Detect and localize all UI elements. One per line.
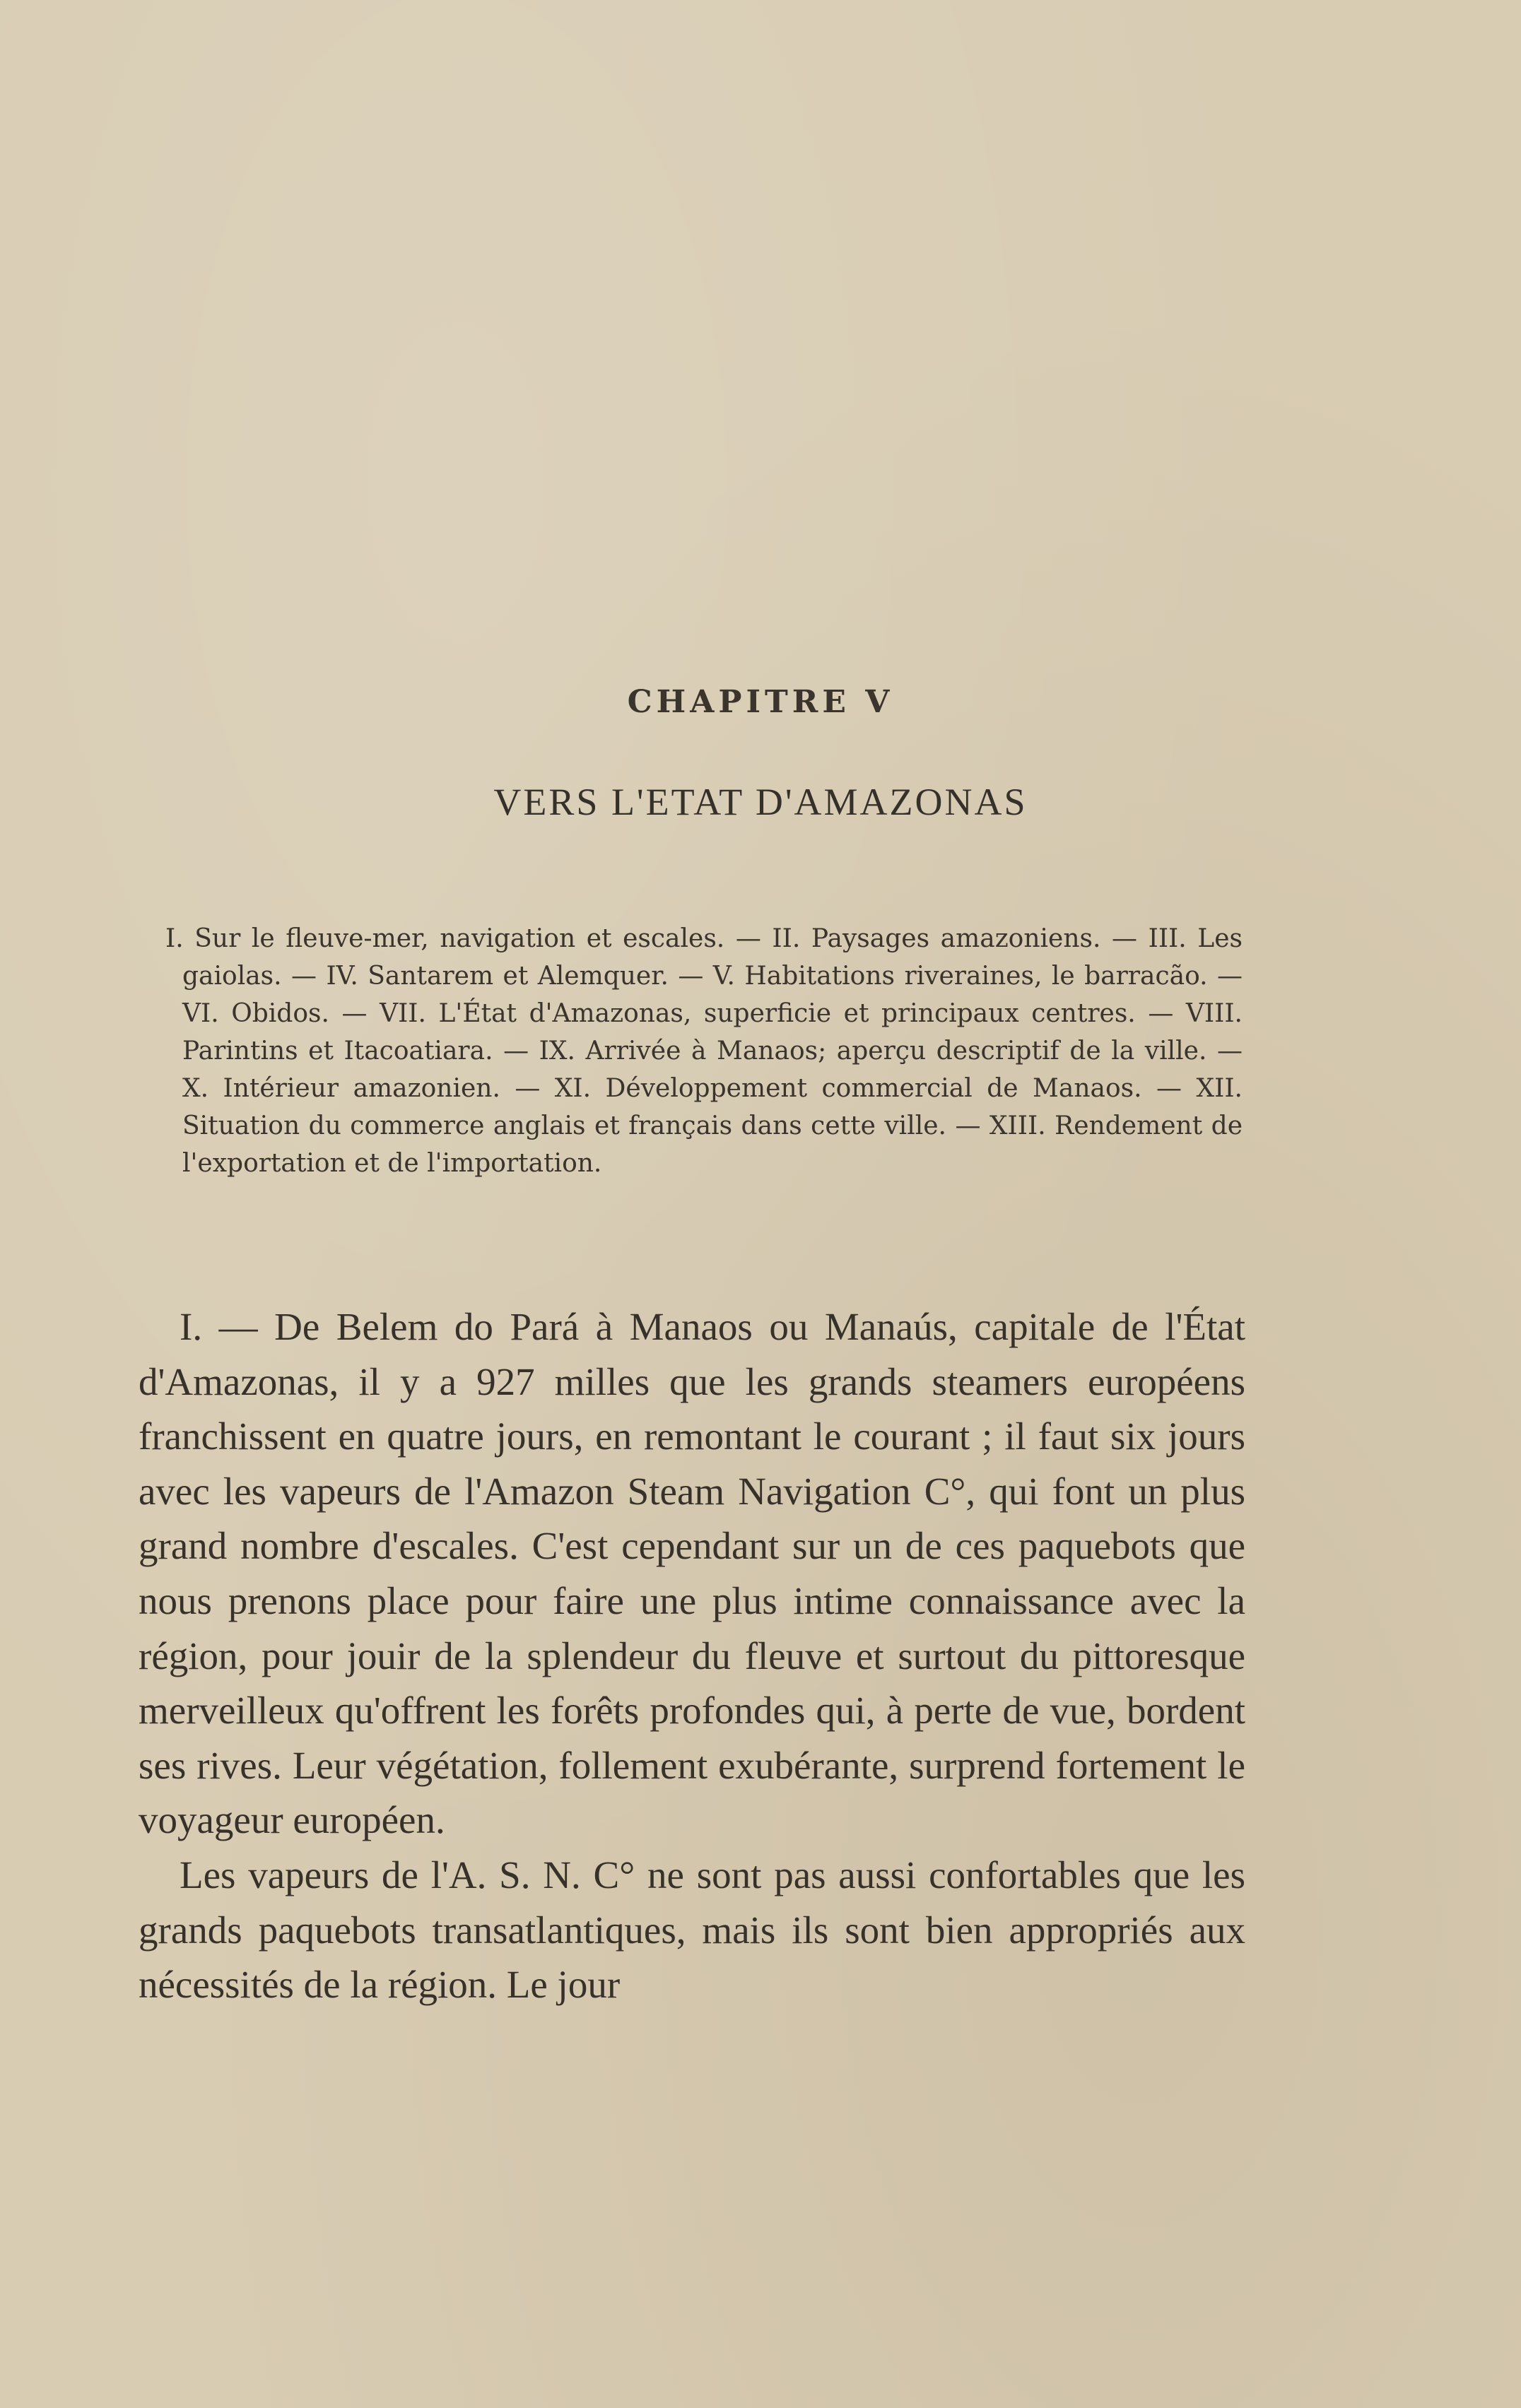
paragraph-2: Les vapeurs de l'A. S. N. C° ne sont pas aussi confortables que les grands paquebots transatlantiques, mais ils sont bien appropriés aux nécessités de la région. Le jour <box>139 1853 1245 2007</box>
paragraph-1: I. — De Belem do Pará à Manaos ou Manaús, capitale de l'État d'Amazonas, il y a 927 milles que les grands steamers européens franchissent en quatre jours, en remontant le courant ; il faut six jours avec les vapeurs de l'Amazon Steam Navigation C°, qui font un plus grand nombre d'escales. C'est cependant sur un de ces paquebots que nous prenons place pour faire une plus intime connaissance avec la région, pour jouir de la splendeur du fleuve et surtout du pittoresque merveilleux qu'offrent les forêts profondes qui, à perte de vue, bordent ses rives. Leur végétation, follement exubérante, surprend fortement le voyageur européen. <box>139 1305 1245 1842</box>
chapter-summary: I. Sur le fleuve-mer, navigation et escales. — II. Paysages amazoniens. — III. Les gaiolas. — IV. Santarem et Alemquer. — V. Habitations riveraines, le barracão. — VI. Obidos. — VII. L'État d'Amazonas, superficie et principaux centres. — VIII. Parintins et Itacoatiara. — IX. Arrivée à Manaos; aperçu descriptif de la ville. — X. Intérieur amazonien. — XI. Développement commercial de Manaos. — XII. Situation du commerce anglais et français dans cette ville. — XIII. Rendement de l'exportation et de l'importation. <box>165 924 1243 1178</box>
chapter-title: VERS L'ETAT D'AMAZONAS <box>493 781 1028 823</box>
body-text <box>139 1299 1245 2012</box>
chapter-label: CHAPITRE V <box>627 684 894 720</box>
